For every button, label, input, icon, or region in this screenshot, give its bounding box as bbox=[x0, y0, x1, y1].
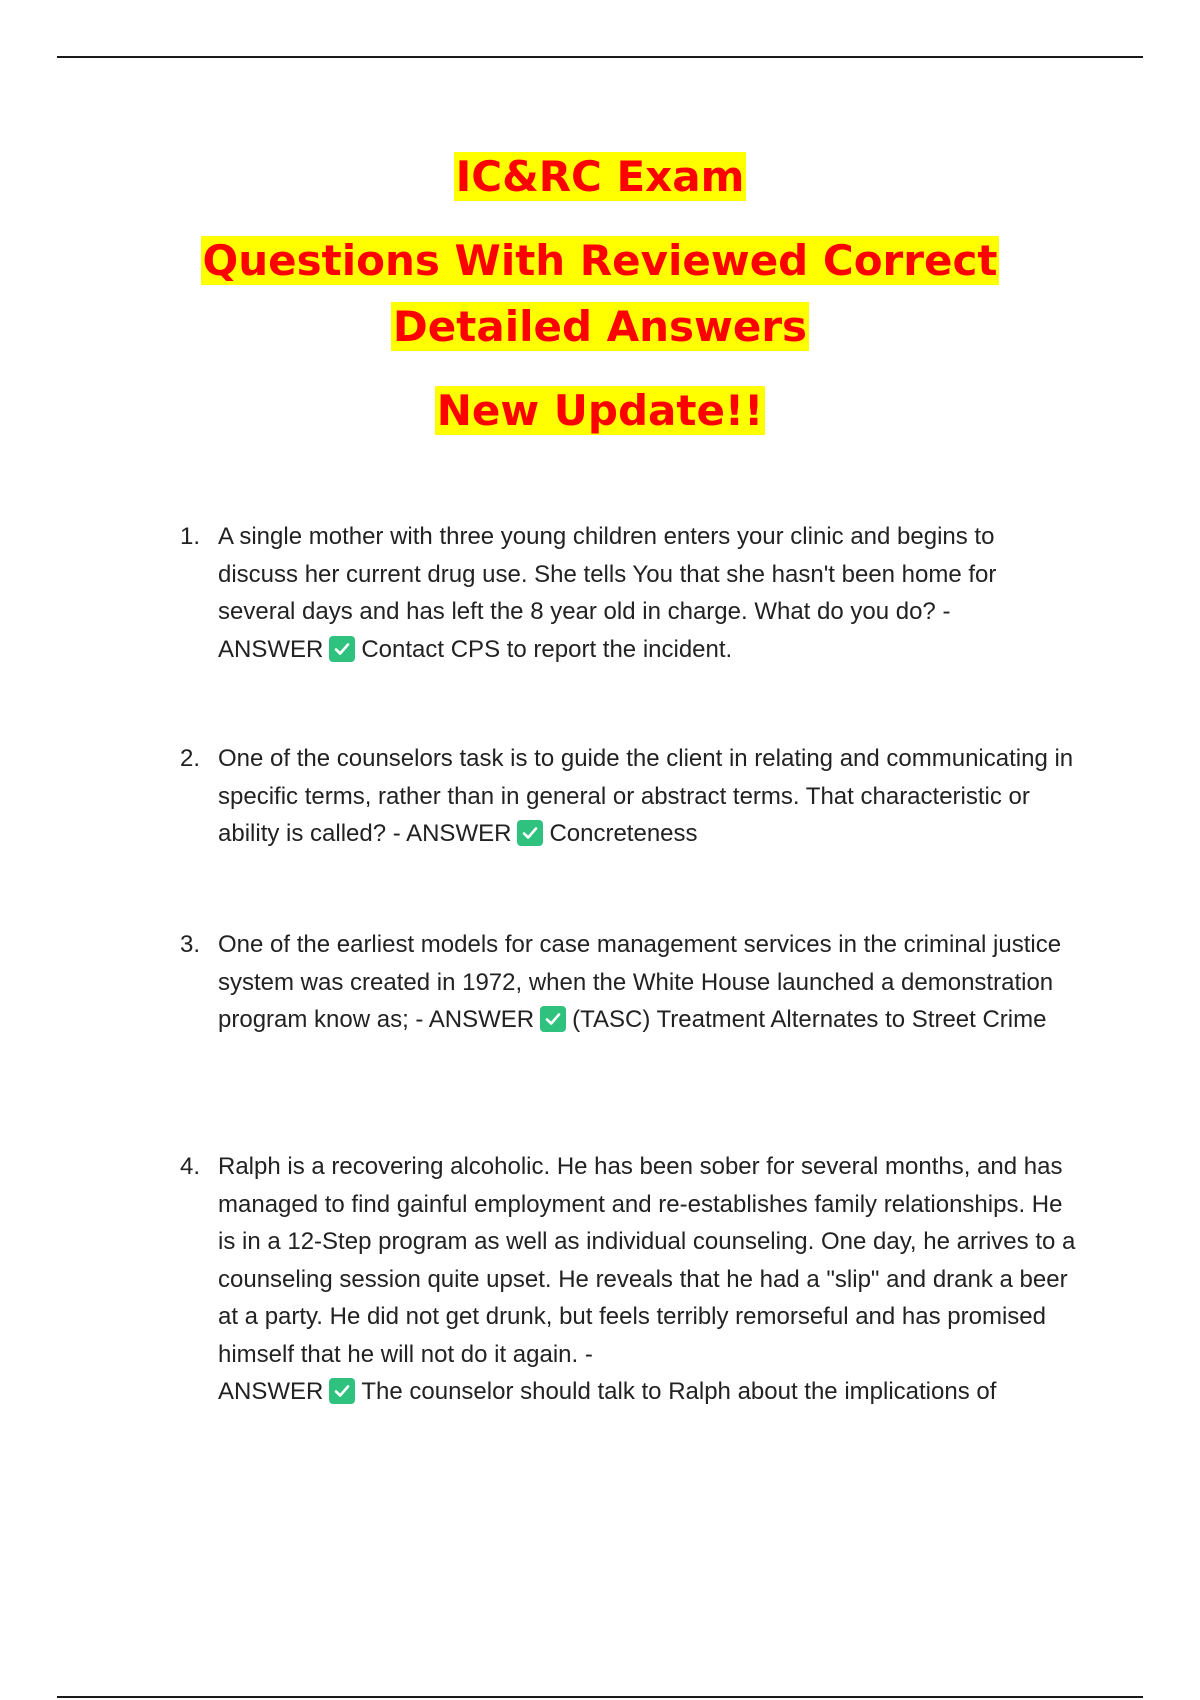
answer-label: ANSWER bbox=[218, 635, 324, 663]
question-item-4 bbox=[180, 1148, 1080, 1411]
question-item-2 bbox=[180, 740, 1080, 853]
question-number: 3. bbox=[180, 931, 201, 958]
document-title bbox=[0, 144, 1200, 444]
question-text: One of the counselors task is to guide the client in relating and communicating in specific terms, rather than in general or abstract terms. That characteristic or ability is called? - bbox=[218, 745, 1074, 847]
answer-text: The counselor should talk to Ralph about the implications of bbox=[361, 1378, 997, 1405]
question-number: 2. bbox=[180, 745, 201, 772]
question-text-block bbox=[218, 926, 1080, 1039]
answer-label: ANSWER bbox=[428, 1006, 535, 1033]
check-mark-icon bbox=[517, 820, 543, 846]
answer-text: Contact CPS to report the incident. bbox=[361, 635, 733, 663]
answer-text: Concreteness bbox=[549, 820, 698, 847]
question-text: A single mother with three young children enters your clinic and begins to discuss her current drug use. She tells You that she hasn't been home for several days and has left the 8 year old in charge. What do you do? - bbox=[218, 523, 997, 625]
question-text-block bbox=[218, 1148, 1080, 1411]
header-rule bbox=[57, 56, 1143, 58]
footer-rule bbox=[57, 1696, 1143, 1698]
question-text: One of the earliest models for case management services in the criminal justice system was created in 1972, when the White House launched a demonstration program know as; - bbox=[218, 931, 1062, 1033]
check-mark-icon bbox=[329, 636, 355, 662]
question-text-block bbox=[218, 740, 1080, 853]
question-text-block bbox=[218, 518, 1080, 668]
question-number: 4. bbox=[180, 1153, 201, 1180]
answer-label: ANSWER bbox=[218, 1378, 324, 1405]
question-text: Ralph is a recovering alcoholic. He has been sober for several months, and has managed to find gainful employment and re-establishes family relationships. He is in a 12-Step program as well as individual counseling. One day, he arrives to a counseling session quite upset. He reveals that he had a "slip" and drank a beer at a party. He did not get drunk, but feels terribly remorseful and has promised himself that he will not do it again. - bbox=[218, 1153, 1076, 1368]
check-mark-icon bbox=[540, 1006, 566, 1032]
title-line-1: IC&RC Exam bbox=[455, 152, 745, 201]
answer-label: ANSWER bbox=[406, 820, 512, 847]
question-item-1 bbox=[180, 518, 1080, 668]
title-line-2: Questions With Reviewed Correct Detailed Answers bbox=[202, 236, 998, 351]
question-number: 1. bbox=[180, 523, 201, 550]
question-item-3 bbox=[180, 926, 1080, 1039]
answer-text: (TASC) Treatment Alternates to Street Crime bbox=[572, 1006, 1047, 1033]
check-mark-icon bbox=[329, 1378, 355, 1404]
title-line-3: New Update!! bbox=[436, 386, 764, 435]
